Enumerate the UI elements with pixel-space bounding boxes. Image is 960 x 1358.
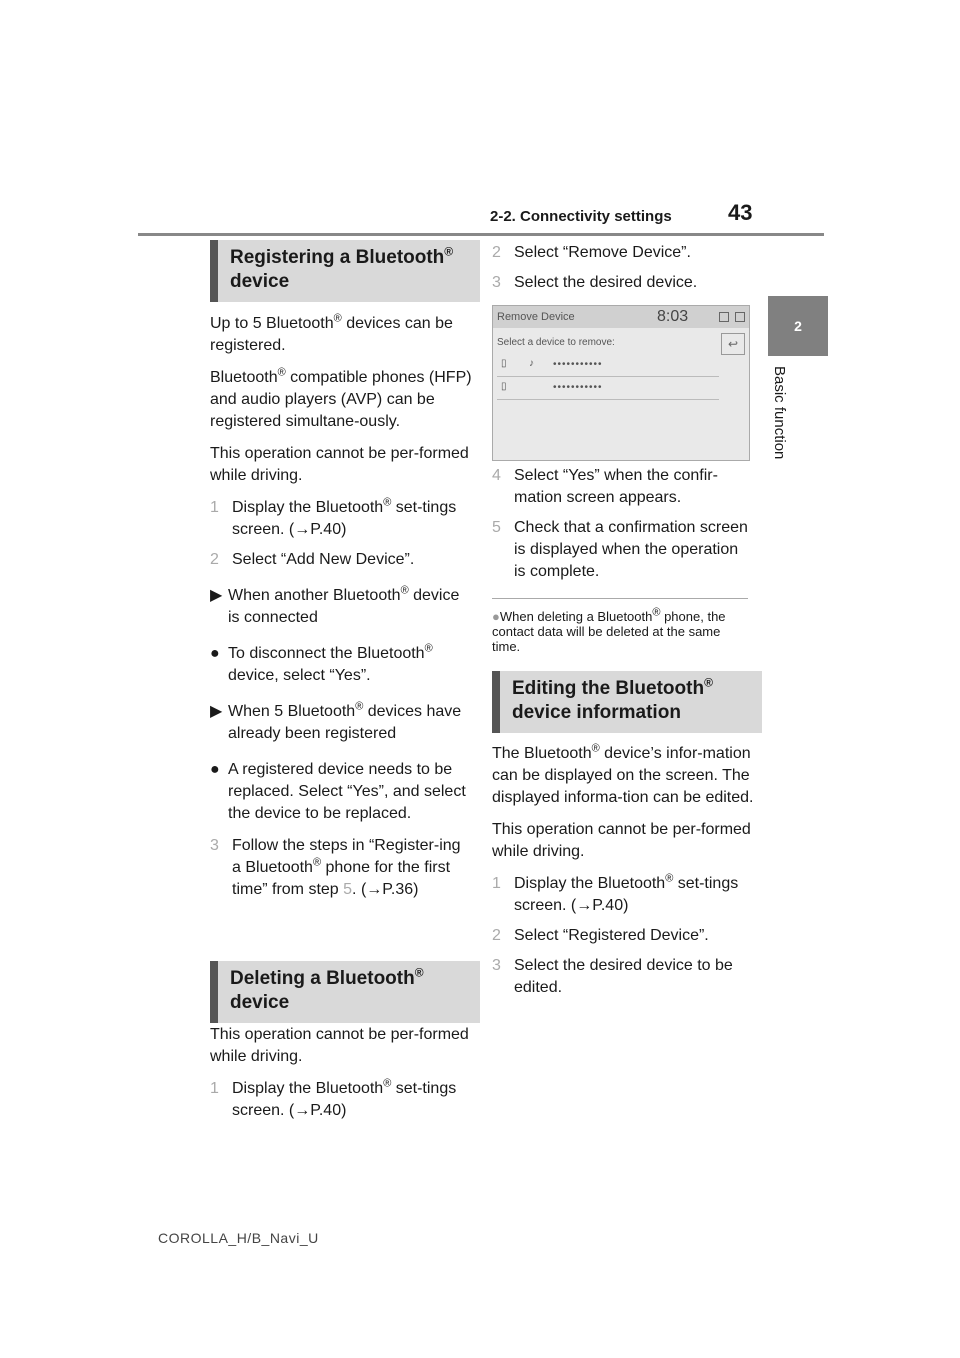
phone-icon: ▯ bbox=[501, 358, 507, 369]
text: Display the Bluetooth bbox=[232, 1080, 384, 1097]
step bbox=[210, 497, 472, 541]
device-name: ••••••••••• bbox=[553, 382, 603, 393]
triangle-icon: ▶ bbox=[210, 587, 223, 604]
step-number: 2 bbox=[492, 244, 501, 261]
heading-text: device bbox=[230, 992, 290, 1013]
section-header: 2-2. Connectivity settings bbox=[490, 208, 672, 225]
page-number: 43 bbox=[728, 200, 753, 225]
condition bbox=[210, 585, 472, 629]
step-ref: 5 bbox=[343, 881, 353, 898]
text: Display the Bluetooth bbox=[514, 875, 666, 892]
text: A registered device needs to be replaced. Select “Yes”, and select the device to be replaced. bbox=[228, 761, 466, 822]
step-number: 5 bbox=[492, 519, 501, 536]
reg-mark: ® bbox=[424, 642, 433, 655]
heading-text: Editing the Bluetooth bbox=[512, 678, 705, 699]
text: Bluetooth bbox=[210, 369, 278, 386]
reg-mark: ® bbox=[652, 606, 661, 619]
editing-heading bbox=[492, 671, 762, 733]
reg-mark: ® bbox=[312, 856, 322, 869]
text: Check that a confirmation screen is displayed when the operation is complete. bbox=[514, 519, 748, 580]
step bbox=[492, 242, 754, 264]
chapter-label-text: Basic function bbox=[771, 366, 788, 460]
header-rule bbox=[138, 233, 824, 236]
screen-title: Remove Device bbox=[497, 311, 575, 323]
reg-mark: ® bbox=[704, 675, 713, 690]
step bbox=[492, 925, 754, 947]
text: Select the desired device to be edited. bbox=[514, 957, 733, 996]
device-name: ••••••••••• bbox=[553, 359, 603, 370]
paragraph bbox=[210, 367, 472, 433]
heading-text: Deleting a Bluetooth bbox=[230, 968, 415, 989]
text: Select “Yes” when the confir-mation screen appears. bbox=[514, 467, 718, 506]
text: To disconnect the Bluetooth bbox=[228, 645, 425, 662]
status-icon bbox=[735, 312, 745, 322]
paragraph: This operation cannot be per-formed while driving. bbox=[210, 445, 469, 484]
text: devices have already been registered bbox=[228, 703, 462, 742]
editing-body bbox=[492, 743, 754, 1007]
step-number: 4 bbox=[492, 467, 501, 484]
step bbox=[210, 835, 472, 901]
deleting-steps-end bbox=[492, 465, 754, 591]
reg-mark: ® bbox=[414, 965, 424, 980]
step bbox=[492, 873, 754, 917]
text: set-tings screen. (→P.40) bbox=[232, 1080, 457, 1119]
step-number: 2 bbox=[492, 927, 501, 944]
registering-body bbox=[210, 313, 472, 909]
text: device is connected bbox=[228, 587, 460, 626]
bullet-icon: ● bbox=[210, 761, 220, 778]
paragraph: This operation cannot be per-formed while driving. bbox=[492, 821, 751, 860]
triangle-icon: ▶ bbox=[210, 703, 223, 720]
step bbox=[492, 517, 754, 583]
reg-mark: ® bbox=[277, 366, 286, 379]
text: device, select “Yes”. bbox=[228, 667, 371, 684]
text: phone, the contact data will be deleted at the same time. bbox=[492, 609, 726, 654]
chapter-tab-label bbox=[770, 366, 790, 496]
remove-device-screenshot bbox=[492, 305, 750, 461]
step bbox=[210, 549, 472, 571]
registering-heading bbox=[210, 240, 480, 302]
deleting-steps-cont bbox=[492, 242, 754, 302]
reg-mark: ® bbox=[333, 312, 342, 325]
step-number: 1 bbox=[210, 499, 219, 516]
screen-prompt: Select a device to remove: bbox=[497, 337, 615, 348]
chapter-tab: 2 bbox=[768, 296, 828, 356]
page-ref-link[interactable]: . (→P.36) bbox=[352, 881, 419, 898]
status-icon bbox=[719, 312, 729, 322]
heading-text: Registering a Bluetooth bbox=[230, 247, 445, 268]
text: Up to 5 Bluetooth bbox=[210, 315, 334, 332]
step-number: 3 bbox=[492, 957, 501, 974]
heading-text: device information bbox=[512, 702, 681, 723]
text: Select the desired device. bbox=[514, 274, 698, 291]
reg-mark: ® bbox=[444, 244, 454, 259]
reg-mark: ® bbox=[665, 872, 674, 885]
reg-mark: ® bbox=[355, 700, 364, 713]
deleting-heading bbox=[210, 961, 480, 1023]
paragraph bbox=[210, 313, 472, 357]
screen-title-bar bbox=[493, 306, 749, 328]
reg-mark: ® bbox=[383, 1077, 392, 1090]
text: set-tings screen. (→P.40) bbox=[514, 875, 739, 914]
footer-doc-id: COROLLA_H/B_Navi_U bbox=[158, 1230, 319, 1246]
music-note-icon: ♪ bbox=[529, 358, 534, 369]
text: When 5 Bluetooth bbox=[228, 703, 356, 720]
text: When another Bluetooth bbox=[228, 587, 401, 604]
text: set-tings screen. (→P.40) bbox=[232, 499, 457, 538]
bullet-icon: ● bbox=[492, 609, 500, 624]
heading-text: device bbox=[230, 271, 290, 292]
step-number: 3 bbox=[492, 274, 501, 291]
text: When deleting a Bluetooth bbox=[499, 609, 653, 624]
bullet-icon: ● bbox=[210, 645, 220, 662]
step-number: 1 bbox=[210, 1080, 219, 1097]
phone-icon: ▯ bbox=[501, 381, 507, 392]
bullet bbox=[210, 643, 472, 687]
reg-mark: ® bbox=[400, 584, 409, 597]
text: The Bluetooth bbox=[492, 745, 592, 762]
step bbox=[492, 272, 754, 294]
back-icon[interactable]: ↩ bbox=[721, 333, 745, 355]
text: Display the Bluetooth bbox=[232, 499, 384, 516]
condition bbox=[210, 701, 472, 745]
text: Select “Add New Device”. bbox=[232, 551, 415, 568]
step bbox=[492, 955, 754, 999]
text: devices can be registered. bbox=[210, 315, 453, 354]
step-number: 3 bbox=[210, 837, 219, 854]
bullet bbox=[210, 759, 472, 825]
text: Follow the steps in “Register-ing a Bluetooth bbox=[232, 837, 461, 876]
text: Select “Remove Device”. bbox=[514, 244, 691, 261]
step bbox=[492, 465, 754, 509]
text: device’s infor-mation can be displayed on the screen. The displayed informa-tion can be edited. bbox=[492, 745, 754, 806]
deleting-body bbox=[210, 1024, 472, 1130]
device-row[interactable] bbox=[497, 377, 719, 400]
note bbox=[492, 598, 748, 654]
paragraph: This operation cannot be per-formed while driving. bbox=[210, 1026, 469, 1065]
reg-mark: ® bbox=[383, 496, 392, 509]
text: phone for the first time” from step bbox=[232, 859, 451, 898]
screen-clock: 8:03 bbox=[657, 308, 689, 325]
paragraph bbox=[492, 743, 754, 809]
text: compatible phones (HFP) and audio players (AVP) can be registered simultane-ously. bbox=[210, 369, 472, 430]
reg-mark: ® bbox=[591, 742, 600, 755]
text: Select “Registered Device”. bbox=[514, 927, 709, 944]
step bbox=[210, 1078, 472, 1122]
step-number: 1 bbox=[492, 875, 501, 892]
device-row[interactable] bbox=[497, 354, 719, 377]
step-number: 2 bbox=[210, 551, 219, 568]
